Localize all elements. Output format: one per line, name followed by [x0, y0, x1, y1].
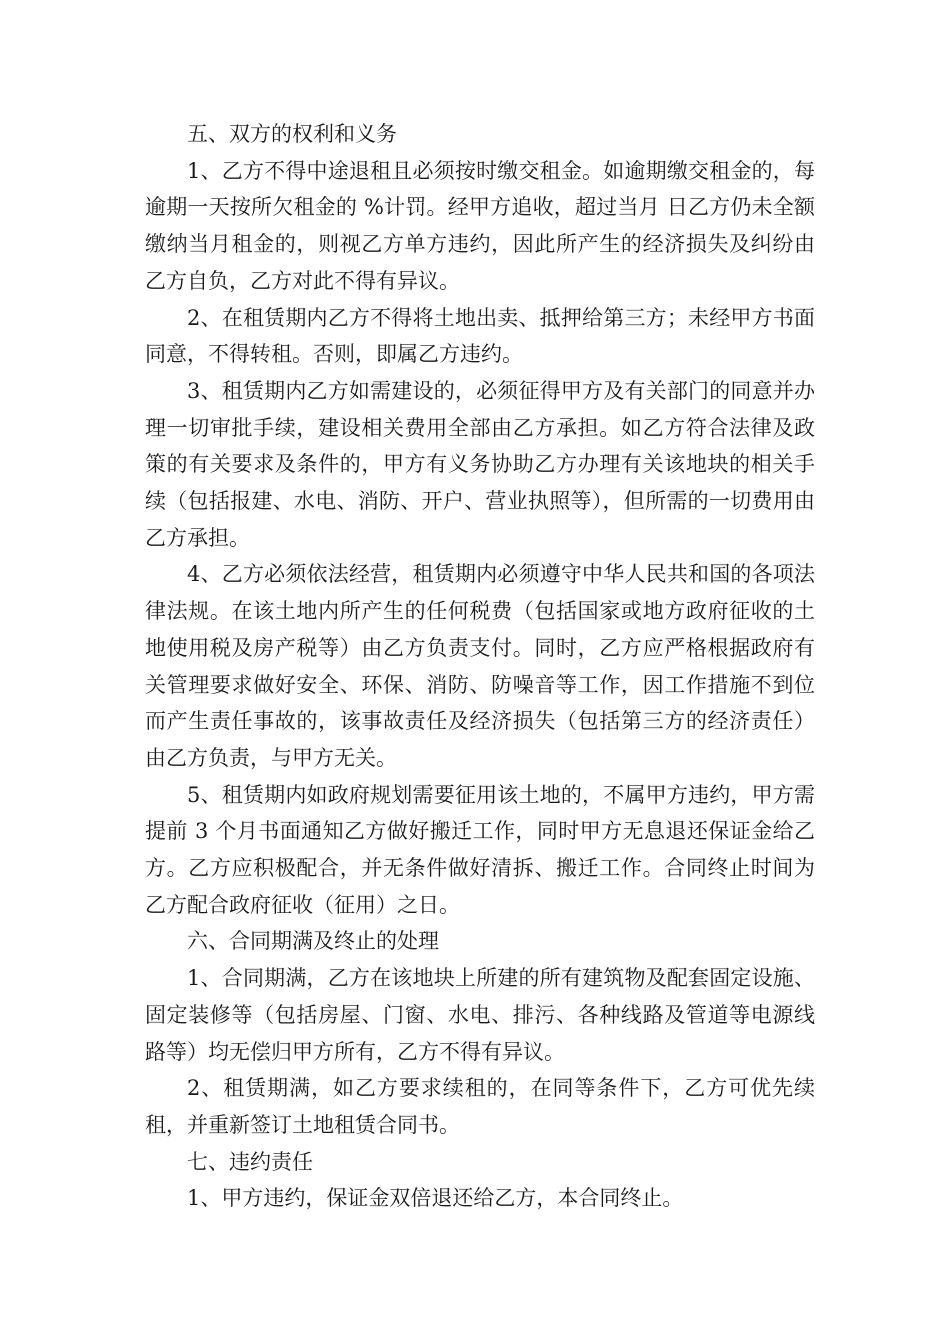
clause-paragraph: 4、乙方必须依法经营，租赁期内必须遵守中华人民共和国的各项法律法规。在该土地内所产生的任何税费（包括国家或地方政府征收的土地使用税及房产税等）由乙方负责支付。同时，乙方应严格根据政府有关管理要求做好安全、环保、消防、防噪音等工作，因工作措施不到位而产生责任事故的，该事故责任及经济损失（包括第三方的经济责任）由乙方负责，与甲方无关。 — [145, 562, 815, 770]
clause-paragraph: 2、租赁期满，如乙方要求续租的，在同等条件下，乙方可优先续租，并重新签订土地租赁合同书。 — [145, 1076, 815, 1137]
clause-paragraph: 5、租赁期内如政府规划需要征用该土地的，不属甲方违约，甲方需提前 3 个月书面通知乙方做好搬迁工作，同时甲方无息退还保证金给乙方。乙方应积极配合，并无条件做好清拆、搬迁工作。合同终止时间为乙方配合政府征收（征用）之日。 — [145, 782, 815, 917]
section-heading-contract-expiry: 六、合同期满及终止的处理 — [187, 929, 439, 954]
clause-paragraph: 1、合同期满，乙方在该地块上所建的所有建筑物及配套固定设施、固定装修等（包括房屋、门窗、水电、排污、各种线路及管道等电源线路等）均无偿归甲方所有，乙方不得有异议。 — [145, 966, 815, 1064]
clause-paragraph: 3、租赁期内乙方如需建设的，必须征得甲方及有关部门的同意并办理一切审批手续，建设相关费用全部由乙方承担。如乙方符合法律及政策的有关要求及条件的，甲方有义务协助乙方办理有关该地块的相关手续（包括报建、水电、消防、开户、营业执照等），但所需的一切费用由乙方承担。 — [145, 378, 815, 550]
clause-paragraph: 2、在租赁期内乙方不得将土地出卖、抵押给第三方；未经甲方书面同意，不得转租。否则，即属乙方违约。 — [145, 305, 815, 367]
document-body — [145, 116, 815, 1217]
clause-paragraph: 1、乙方不得中途退租且必须按时缴交租金。如逾期缴交租金的，每逾期一天按所欠租金的 %计罚。经甲方追收，超过当月 日乙方仍未全额缴纳当月租金的，则视乙方单方违约，因此所产生的经济损失及纠纷由乙方自负，乙方对此不得有异议。 — [145, 158, 815, 293]
section-heading-breach-liability: 七、违约责任 — [187, 1149, 313, 1174]
clause-paragraph: 1、甲方违约，保证金双倍退还给乙方，本合同终止。 — [187, 1186, 684, 1211]
section-heading-rights-obligations: 五、双方的权利和义务 — [187, 122, 397, 146]
